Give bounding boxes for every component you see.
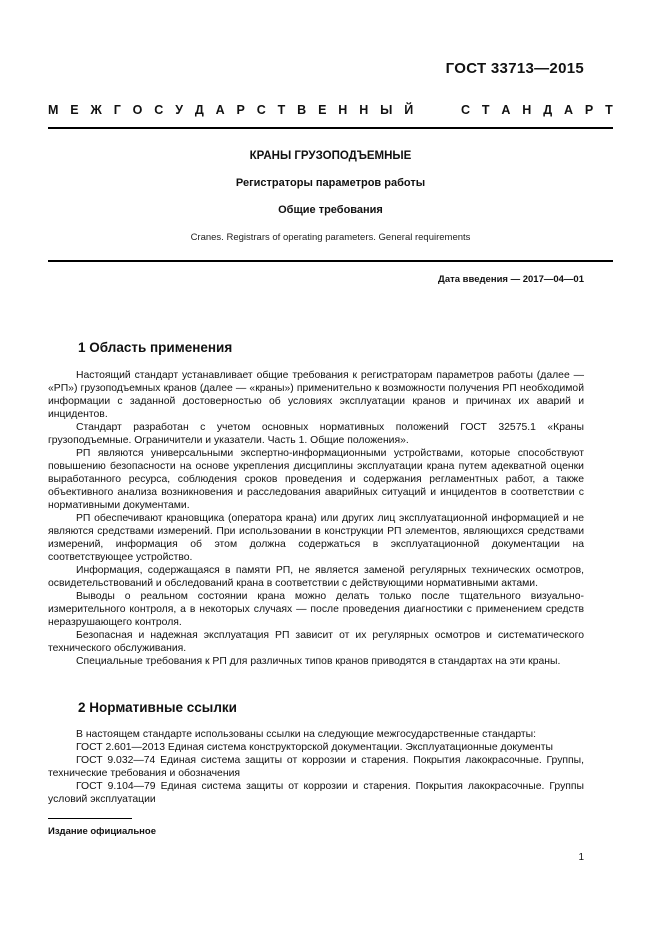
document-subtitle: Регистраторы параметров работы [235, 177, 426, 189]
banner-letter: Ы [380, 103, 393, 117]
section-body-normative-references [48, 728, 584, 806]
paragraph: Стандарт разработан с учетом основных нормативных положений ГОСТ 32575.1 «Краны грузоподъемные. Ограничители и указатели. Часть 1. Общие положения». [48, 422, 584, 446]
reference-item: ГОСТ 9.104—79 Единая система защиты от коррозии и старения. Покрытия лакокрасочные. Группы условий эксплуатации [48, 781, 584, 805]
banner-letter: Р [236, 103, 245, 117]
banner-word-gap [425, 103, 449, 117]
banner-letter: Р [584, 103, 594, 117]
banner-letter: М [48, 103, 59, 117]
banner-letter: Н [522, 103, 532, 117]
banner-letter: Т [277, 103, 286, 117]
banner-letter: С [154, 103, 164, 117]
banner-letter: А [501, 103, 511, 117]
banner-letter: Д [194, 103, 204, 117]
paragraph: РП обеспечивают крановщика (оператора крана) или других лиц эксплуатационной информацией и не являются средствами измерений. При использовании в конструкции РП элементов, являющихся средствами измерений, информация об этом должна содержаться в эксплуатационной документации на соответствующее устройство. [48, 513, 584, 563]
banner-letter: В [297, 103, 307, 117]
page-number: 1 [578, 852, 584, 863]
paragraph: Настоящий стандарт устанавливает общие требования к регистраторам параметров работы (далее — «РП») грузоподъемных кранов (далее — «краны») применительно к возможности получения РП необходимой информации с заданной достоверностью об условиях эксплуатации кранов и причинах их аварий и инцидентов. [48, 370, 584, 420]
banner-letter: Д [543, 103, 553, 117]
section-body-scope [48, 369, 584, 668]
banner-letter: Е [70, 103, 79, 117]
banner-letter: А [563, 103, 574, 117]
banner-letter: С [256, 103, 266, 117]
edition-note: Издание официальное [48, 826, 156, 837]
banner-letter: Н [338, 103, 348, 117]
paragraph: Безопасная и надежная эксплуатация РП зависит от их регулярных осмотров и систематического технического обслуживания. [48, 630, 584, 654]
title-divider [48, 260, 613, 262]
paragraph: Информация, содержащаяся в памяти РП, не является заменой регулярных технических осмотров, освидетельствований и обследований крана в соответствии с действующими нормативными актами. [48, 565, 584, 589]
banner-letter: О [132, 103, 143, 117]
standard-type-banner [48, 103, 613, 117]
banner-letter: А [215, 103, 225, 117]
introduction-date: Дата введения — 2017—04—01 [438, 274, 584, 285]
document-code: ГОСТ 33713—2015 [445, 60, 584, 77]
footer-divider [48, 818, 132, 819]
banner-letter: Г [113, 103, 121, 117]
document-part-title: Общие требования [278, 204, 383, 216]
header-divider [48, 127, 613, 129]
document-title: КРАНЫ ГРУЗОПОДЪЕМНЫЕ [249, 150, 412, 162]
section-heading-normative-references: 2 Нормативные ссылки [78, 700, 237, 715]
banner-letter: Е [318, 103, 327, 117]
paragraph: Специальные требования к РП для различных типов кранов приводятся в стандартах на эти краны. [76, 656, 561, 667]
reference-item: ГОСТ 2.601—2013 Единая система конструкторской документации. Эксплуатационные документы [76, 742, 554, 753]
paragraph: В настоящем стандарте использованы ссылки на следующие межгосударственные стандарты: [76, 729, 537, 740]
paragraph: Выводы о реальном состоянии крана можно делать только после тщательного визуально-измерительного контроля, а в некоторых случаях — после проведения диагностики с применением средств неразрушающего контроля. [48, 591, 584, 628]
banner-letter: С [460, 103, 470, 117]
banner-letter: Т [481, 103, 490, 117]
section-heading-scope: 1 Область применения [78, 340, 233, 355]
banner-letter: Ж [90, 103, 102, 117]
banner-letter: Й [404, 103, 414, 117]
paragraph: РП являются универсальными экспертно-информационными устройствами, которые способствуют повышению безопасности на основе укрепления дисциплины эксплуатации крана путем адекватной оценки выработанного ресурса, соблюдения сроков проведения и содержания регламентных работ, а также объективного анализа возникновения и расследования аварийных ситуаций и инцидентов в соответствии с нормативными документами. [48, 448, 584, 511]
english-title: Cranes. Registrars of operating parameters. General requirements [190, 232, 471, 243]
banner-letter: Н [359, 103, 369, 117]
banner-letter: Т [605, 103, 613, 117]
reference-item: ГОСТ 9.032—74 Единая система защиты от коррозии и старения. Покрытия лакокрасочные. Группы, технические требования и обозначения [48, 755, 584, 779]
banner-letter: У [175, 103, 183, 117]
